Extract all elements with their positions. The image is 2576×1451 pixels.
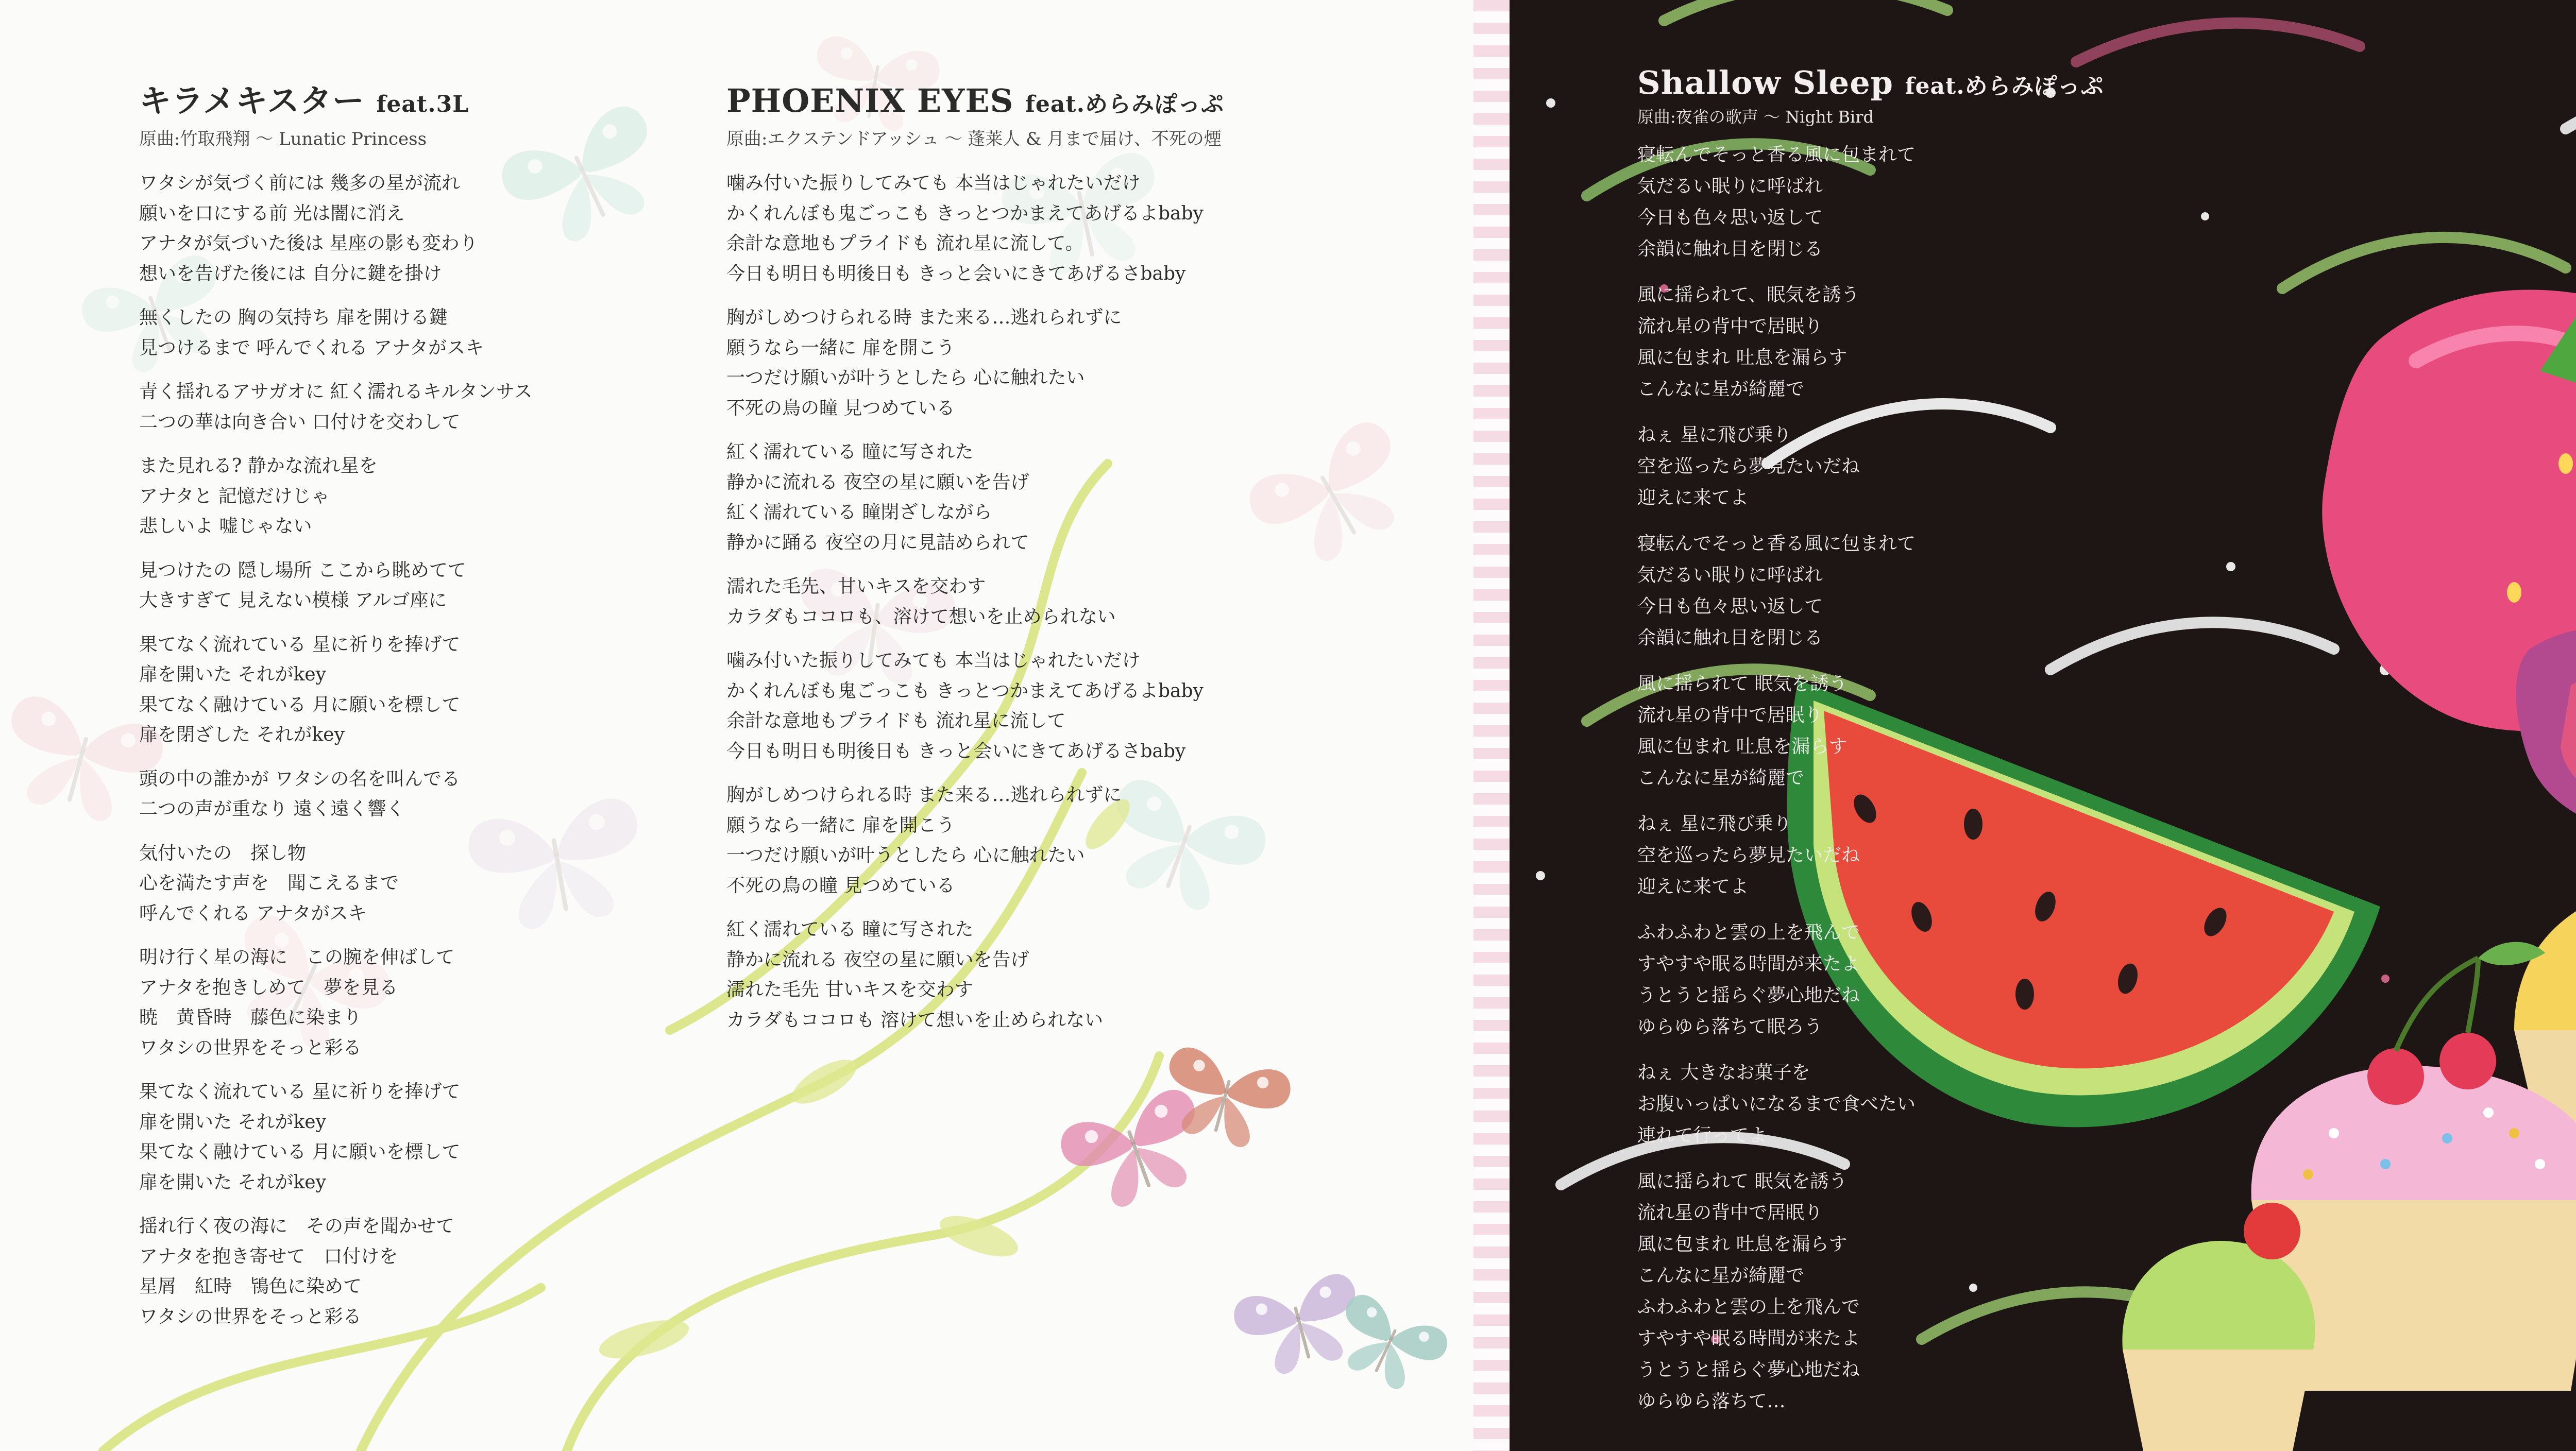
lyric-line: アナタを抱き寄せて 口付けを — [139, 1245, 398, 1267]
lyric-line: 濡れた毛先、甘いキスを交わす — [726, 576, 986, 597]
lyric-line: 扉を開いた それがkey — [139, 1111, 326, 1133]
lyric-line: 呼んでくれる アナタがスキ — [139, 902, 367, 924]
lyric-line: ワタシが気づく前には 幾多の星が流れ — [139, 173, 461, 194]
strawberry-illustration — [2322, 289, 2576, 830]
lyric-line: 今日も明日も明後日も きっと会いにきてあげるさbaby — [726, 263, 1186, 284]
lyric-line: 果てなく融けている 月に願いを標して — [139, 694, 461, 715]
lyrics-block — [139, 168, 532, 1332]
lyric-line: 悲しいよ 嘘じゃない — [139, 516, 312, 537]
lyric-stanza — [139, 451, 532, 542]
lyric-stanza — [139, 168, 532, 289]
lyric-line: 静かに流れる 夜空の星に願いを告げ — [726, 471, 1029, 493]
lyric-line: かくれんぼも鬼ごっこも きっとつかまえてあげるよbaby — [726, 680, 1204, 702]
lyric-line: 一つだけ願いが叶うとしたら 心に触れたい — [726, 845, 1085, 866]
lyric-line: 明け行く星の海に この腕を伸ばして — [139, 947, 455, 968]
lyric-line: うとうと揺らぐ夢心地だね — [1637, 985, 1860, 1006]
lyric-stanza — [139, 630, 532, 750]
lyric-line: ワタシの世界をそっと彩る — [139, 1306, 362, 1327]
lyric-line: こんなに星が綺麗で — [1637, 767, 1805, 789]
lyric-line: 果てなく融けている 月に願いを標して — [139, 1141, 461, 1163]
lyric-line: 胸がしめつけられる時 また来る…逃れられずに — [726, 307, 1122, 328]
lyric-line: 空を巡ったら夢見たいだね — [1637, 456, 1860, 477]
lyric-line: 今日も明日も明後日も きっと会いにきてあげるさbaby — [726, 740, 1186, 762]
lyric-stanza — [1637, 1166, 2104, 1417]
lyric-line: 願うなら一緒に 扉を開こう — [726, 814, 955, 836]
lyric-stanza — [1637, 528, 2104, 654]
lyric-line: 余計な意地もプライドも 流れ星に流して。 — [726, 233, 1084, 254]
lyric-line: すやすや眠る時間が来たよ — [1637, 953, 1860, 975]
lyric-line: ねぇ 星に飛び乗り — [1637, 424, 1792, 446]
lyric-line: ねぇ 星に飛び乗り — [1637, 813, 1792, 834]
lyric-stanza — [726, 780, 1224, 901]
lyric-line: 風に揺られて 眠気を誘う — [1637, 673, 1848, 694]
lyric-stanza — [1637, 808, 2104, 902]
lyric-line: 大きすぎて 見えない模様 アルゴ座に — [139, 590, 447, 611]
lyric-line: こんなに星が綺麗で — [1637, 379, 1805, 400]
lyric-line: 流れ星の背中で居眠り — [1637, 316, 1823, 337]
lyric-line: 青く揺れるアサガオに 紅く濡れるキルタンサス — [139, 381, 533, 402]
lyric-line: 風に揺られて 眠気を誘う — [1637, 1171, 1848, 1192]
lyric-line: 二つの華は向き合い 口付けを交わして — [139, 411, 461, 433]
lyric-stanza — [139, 556, 532, 616]
lyric-line: 果てなく流れている 星に祈りを捧げて — [139, 1081, 461, 1102]
lyric-line: 連れて行ってよ — [1637, 1125, 1768, 1146]
lyric-line: かくれんぼも鬼ごっこも きっとつかまえてあげるよbaby — [726, 202, 1204, 224]
lyric-stanza — [1637, 668, 2104, 794]
lyric-stanza — [1637, 139, 2104, 265]
lyric-line: 寝転んでそっと香る風に包まれて — [1637, 144, 1916, 165]
lyric-stanza — [139, 303, 532, 363]
lyric-line: すやすや眠る時間が来たよ — [1637, 1328, 1860, 1349]
lyric-line: ねぇ 大きなお菓子を — [1637, 1062, 1810, 1083]
lyric-line: 迎えに来てよ — [1637, 487, 1749, 508]
lyric-line: ゆらゆら落ちて… — [1637, 1391, 1786, 1412]
song-shallow-sleep — [1637, 64, 2104, 1431]
lyric-line: 不死の鳥の瞳 見つめている — [726, 397, 955, 419]
lyric-line: 流れ星の背中で居眠り — [1637, 705, 1823, 726]
song-kirameki-star — [139, 82, 532, 1346]
lyric-line: アナタを抱きしめて 夢を見る — [139, 977, 398, 998]
lyric-line: 願いを口にする前 光は闇に消え — [139, 202, 405, 224]
lyric-line: アナタが気づいた後は 星座の影も変わり — [139, 233, 478, 254]
lyric-line: ゆらゆら落ちて眠ろう — [1637, 1016, 1823, 1037]
lyric-stanza — [139, 943, 532, 1063]
lyric-stanza — [139, 1211, 532, 1332]
lyric-line: 風に揺られて、眠気を誘う — [1637, 284, 1860, 305]
lyric-line: 胸がしめつけられる時 また来る…逃れられずに — [726, 784, 1122, 806]
lyric-line: 扉を開いた それがkey — [139, 1171, 326, 1193]
right-lyric-page — [1510, 0, 2576, 1451]
lyric-line: 暁 黄昏時 藤色に染まり — [139, 1007, 362, 1028]
lyric-line: 星屑 紅時 鴇色に染めて — [139, 1276, 362, 1297]
lyric-line: 余計な意地もプライドも 流れ星に流して — [726, 710, 1066, 731]
original-song-credit: 原曲:エクステンドアッシュ ～ 蓬莱人 & 月まで届け、不死の煙 — [726, 129, 1222, 149]
lyric-line: ふわふわと雲の上を飛んで — [1637, 1296, 1860, 1318]
lyric-line: 風に包まれ 吐息を漏らす — [1637, 736, 1848, 757]
song-title: キラメキスター feat.3L — [139, 82, 469, 120]
lyric-stanza — [139, 1077, 532, 1198]
lyric-line: 果てなく流れている 星に祈りを捧げて — [139, 634, 461, 655]
lyric-line: 余韻に触れ目を閉じる — [1637, 238, 1823, 260]
lyric-stanza — [1637, 279, 2104, 405]
lyric-line: 空を巡ったら夢見たいだね — [1637, 845, 1860, 866]
lyric-stanza — [726, 437, 1224, 558]
lyric-line: 今日も色々思い返して — [1637, 596, 1823, 617]
lyric-stanza — [1637, 419, 2104, 514]
lyrics-block — [1637, 139, 2104, 1417]
lyric-line: 願うなら一緒に 扉を開こう — [726, 337, 955, 359]
lyric-line: カラダもココロも、溶けて想いを止められない — [726, 606, 1116, 627]
lyric-line: 見つけたの 隠し場所 ここから眺めてて — [139, 559, 466, 581]
lyric-line: 気付いたの 探し物 — [139, 842, 307, 864]
lyric-line: 濡れた毛先 甘いキスを交わす — [726, 979, 973, 1000]
song-phoenix-eyes — [726, 82, 1224, 1049]
lyric-stanza — [139, 377, 532, 437]
original-song-credit: 原曲:夜雀の歌声 ～ Night Bird — [1637, 107, 1874, 127]
lyric-line: こんなに星が綺麗で — [1637, 1265, 1805, 1286]
lyric-line: 噛み付いた振りしてみても 本当はじゃれたいだけ — [726, 173, 1141, 194]
lyric-stanza — [1637, 917, 2104, 1043]
lyric-line: 想いを告げた後には 自分に鍵を掛け — [139, 263, 442, 284]
lyric-line: 扉を開いた それがkey — [139, 664, 326, 685]
lyric-line: 心を満たす声を 聞こえるまで — [139, 873, 399, 894]
lyrics-block — [726, 168, 1224, 1035]
lyric-line: 静かに踊る 夜空の月に見詰められて — [726, 532, 1029, 553]
lyric-stanza — [726, 168, 1224, 289]
lyric-line: 今日も色々思い返して — [1637, 207, 1823, 228]
lyric-line: 噛み付いた振りしてみても 本当はじゃれたいだけ — [726, 650, 1141, 671]
lyric-line: 不死の鳥の瞳 見つめている — [726, 875, 955, 896]
lyric-line: うとうと揺らぐ夢心地だね — [1637, 1359, 1860, 1380]
lyric-stanza — [726, 646, 1224, 766]
lyric-line: 紅く濡れている 瞳閉ざしながら — [726, 502, 992, 523]
lyric-stanza — [726, 915, 1224, 1035]
lyric-line: ワタシの世界をそっと彩る — [139, 1037, 362, 1059]
lyric-line: カラダもココロも 溶けて想いを止められない — [726, 1009, 1104, 1031]
lyric-line: 一つだけ願いが叶うとしたら 心に触れたい — [726, 367, 1085, 388]
lyric-stanza — [139, 839, 532, 929]
lyric-line: ふわふわと雲の上を飛んで — [1637, 922, 1860, 943]
lyric-stanza — [139, 764, 532, 825]
lyric-line: 気だるい眠りに呼ばれ — [1637, 565, 1823, 586]
lyric-line: 気だるい眠りに呼ばれ — [1637, 176, 1823, 197]
booklet-spine — [1473, 0, 1510, 1451]
lyric-line: 扉を閉ざした それがkey — [139, 724, 345, 745]
lyric-line: 頭の中の誰かが ワタシの名を叫んでる — [139, 768, 461, 790]
lyric-line: 流れ星の背中で居眠り — [1637, 1202, 1823, 1223]
lyric-line: 紅く濡れている 瞳に写された — [726, 919, 974, 940]
lyric-line: 迎えに来てよ — [1637, 876, 1749, 897]
lyric-line: 紅く濡れている 瞳に写された — [726, 441, 974, 463]
lyric-line: 風に包まれ 吐息を漏らす — [1637, 1234, 1848, 1255]
lyric-stanza — [726, 303, 1224, 423]
song-title: PHOENIX EYES feat.めらみぽっぷ — [726, 82, 1225, 120]
lyric-stanza — [1637, 1057, 2104, 1151]
lyric-line: 見つけるまで 呼んでくれる アナタがスキ — [139, 337, 484, 359]
lyric-line: アナタと 記憶だけじゃ — [139, 485, 330, 507]
song-title: Shallow Sleep feat.めらみぽっぷ — [1637, 64, 2104, 101]
lyric-line: 寝転んでそっと香る風に包まれて — [1637, 533, 1916, 554]
lyric-line: 揺れ行く夜の海に その声を聞かせて — [139, 1216, 455, 1237]
lyric-line: 余韻に触れ目を閉じる — [1637, 627, 1823, 648]
lyric-line: 無くしたの 胸の気持ち 扉を開ける鍵 — [139, 307, 448, 328]
lyric-line: お腹いっぱいになるまで食べたい — [1637, 1094, 1916, 1115]
lyric-stanza — [726, 572, 1224, 632]
original-song-credit: 原曲:竹取飛翔 ～ Lunatic Princess — [139, 129, 427, 149]
lyric-line: 二つの声が重なり 遠く遠く響く — [139, 798, 405, 820]
lyric-line: 静かに流れる 夜空の星に願いを告げ — [726, 949, 1029, 970]
lyric-line: 風に包まれ 吐息を漏らす — [1637, 347, 1848, 368]
lyric-line: また見れる? 静かな流れ星を — [139, 455, 378, 476]
